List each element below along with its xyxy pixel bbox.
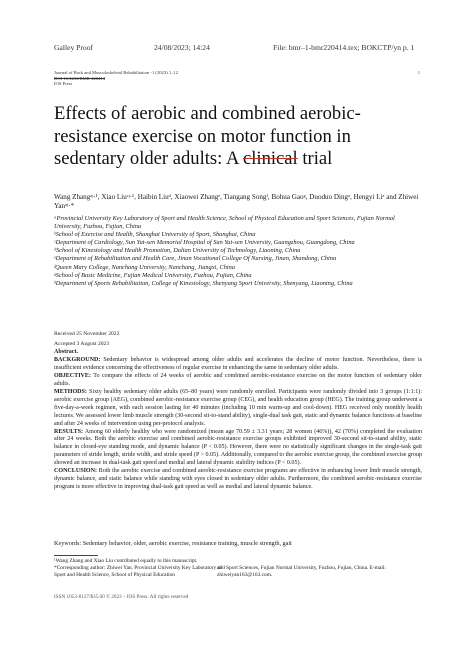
- page-number: 1: [417, 70, 420, 75]
- footnote-left: [54, 558, 222, 578]
- footnote-equal-contribution: ¹Wang Zhang and Xiao Liu contributed equally to this manuscript.: [54, 558, 198, 564]
- results-text: Among 60 elderly healthy who were randomized (mean age 70.59 ± 3.31 years; 28 women (46%)), 42 (70%) completed the evaluation after 24 weeks. Both the aerobic exercise and combined aerobic-resistance exercise groups exhibited improved 30-second sit-to-stand ability, static balance in closed-eye standing mode, and dynamic balance (P < 0.05). However, there were no statistically significant changes in the single-task gait parameters of stride length, stride width, and stride speed (P > 0.05). Additionally, compared to the aerobic exercise group, the combined exercise group showed an increase in dual-task gait speed and medial and lateral dynamic stability indices (P < 0.05).: [54, 428, 422, 467]
- accepted-date: Accepted 3 August 2023: [54, 341, 110, 348]
- footnotes: [54, 555, 424, 577]
- publisher: IOS Press: [54, 81, 73, 87]
- submission-dates: [54, 329, 119, 349]
- conclusion-text: Both the aerobic exercise and combined aerobic-resistance exercise programs are effective in enhancing lower limb muscle strength, dynamic balance, and static balance while standing with eyes closed in sedentary older adults. Furthermore, the combined aerobic-resistance exercise program is more effective in improving dual-task gait speed as well as medial and lateral dynamic balance.: [54, 468, 422, 491]
- footnote-right: and Sport Sciences, Fujian Normal University, Fuzhou, Fujian, China. E-mail: zhiweiyan163@163.com.: [217, 565, 386, 578]
- conclusion-label: CONCLUSION:: [54, 468, 98, 475]
- galley-proof-label: Galley Proof: [54, 43, 94, 52]
- background-label: BACKGROUND:: [54, 356, 101, 363]
- title-text: Effects of aerobic and combined aerobic-resistance exercise on motor function in sedentary older adults: A: [54, 103, 361, 169]
- background-text: Sedentary behavior is widespread among older adults and accelerates the decline of motor function. Nevertheless, there is insufficient evidence concerning the effectiveness of regular exercise in enhancing the same in sedentary older adults.: [54, 356, 422, 371]
- author-list: Wang Zhangᵃʲ·¹, Xiao Liuᶜʲ·¹, Haibin Liuᵈ, Xiaowei Zhangᵉ, Tiangang Songᶠ, Bohua Gaoᵍ, Duoduo Dingᵃ, Hengyi Liᵃ and Zhiwei Yanᵃʲ·*: [54, 193, 419, 211]
- affiliation-g: ᵍSchool of Basic Medicine, Fujian Medical University, Fuzhou, Fujian, China: [54, 271, 252, 279]
- issn-line: ISSN 1053-8127/$35.00 © 2023 – IOS Press. All rights reserved: [54, 594, 189, 600]
- affiliation-c: ᶜDepartment of Cardiology, Sun Yat-sen Memorial Hospital of Sun Yat-sen University, Guangzhou, Guangdong, China: [54, 239, 355, 247]
- abstract-background: [54, 357, 422, 373]
- abstract: [54, 349, 422, 492]
- affiliations: [54, 215, 422, 288]
- keywords: Keywords: Sedentary behavior, older, aerobic exercise, resistance training, muscle strength, gait: [54, 540, 292, 547]
- paper-title: [54, 103, 426, 171]
- abstract-methods: [54, 389, 422, 429]
- affiliation-b: ᵇSchool of Exercise and Health, Shanghai University of Sport, Shanghai, China: [54, 231, 256, 239]
- abstract-conclusion: [54, 468, 422, 492]
- objective-text: To compare the effects of 24 weeks of aerobic and combined aerobic-resistance exercise on the motor function of sedentary older adults.: [54, 372, 422, 387]
- results-label: RESULTS:: [54, 428, 84, 435]
- footnote-corresponding: *Corresponding author: Zhiwei Yan, Provincial University Key Laboratory of Sport and Health Science, School of Physical Education: [54, 564, 222, 578]
- title-end: trial: [297, 148, 333, 169]
- received-date: Received 25 November 2022: [54, 331, 120, 337]
- journal-line: Journal of Back and Musculoskeletal Rehabilitation -1 (2023) 1–12: [54, 70, 179, 75]
- galley-date: 24/08/2023; 14:24: [154, 43, 210, 52]
- abstract-heading: Abstract.: [54, 349, 79, 355]
- affiliation-d: ᵈSchool of Kinesiology and Health Promotion, Dalian University of Technology, Liaoning, China: [54, 247, 301, 255]
- abstract-results: [54, 429, 422, 469]
- methods-label: METHODS:: [54, 388, 87, 395]
- affiliation-f: ᶠQueen Mary College, Nanchang University, Nanchang, Jiangxi, China: [54, 263, 235, 271]
- abstract-objective: [54, 373, 422, 389]
- affiliation-a: ᵃProvincial University Key Laboratory of Sport and Health Science, School of Physical Education and Sport Sciences, Fujian Normal University, Fuzhou, Fujian, China: [54, 215, 395, 231]
- journal-header: [54, 70, 420, 87]
- doi: DOI 10.3233/BMR-220414: [54, 75, 106, 81]
- objective-label: OBJECTIVE:: [54, 372, 91, 379]
- affiliation-h: ʰDepartment of Sports Rehabilitation, College of Kinesiology, Shenyang Sport University, Shenyang, Liaoning, China: [54, 279, 353, 287]
- galley-file: File: bmr–1-bmr220414.tex; BOKCTP/yn p. 1: [273, 43, 415, 52]
- title-struck-word: clinical: [243, 148, 298, 169]
- affiliation-e: ᵉDepartment of Rehabilitation and Health Care, Jinan Vocational College Of Nursing, Jinan, Shandong, China: [54, 255, 337, 263]
- footnote-rule: [54, 555, 98, 556]
- methods-text: Sixty healthy sedentary older adults (65–80 years) were randomly enrolled. Participants were randomly divided into 3 groups (1:1:1): aerobic exercise group (AEG), combined aerobic-resistance exercise group (CEG), and health education group (HEG). The training group underwent a five-day-a-week regimen, with each session lasting for 40 minutes (including 10 min warm-up and cool-down). HEG received only monthly health lectures. We assessed lower limb muscle strength (30-second sit-to-stand ability), single-dual task gait, static and dynamic balance functions at baseline and after 24 weeks of intervention using per-protocol analysis.: [54, 388, 422, 427]
